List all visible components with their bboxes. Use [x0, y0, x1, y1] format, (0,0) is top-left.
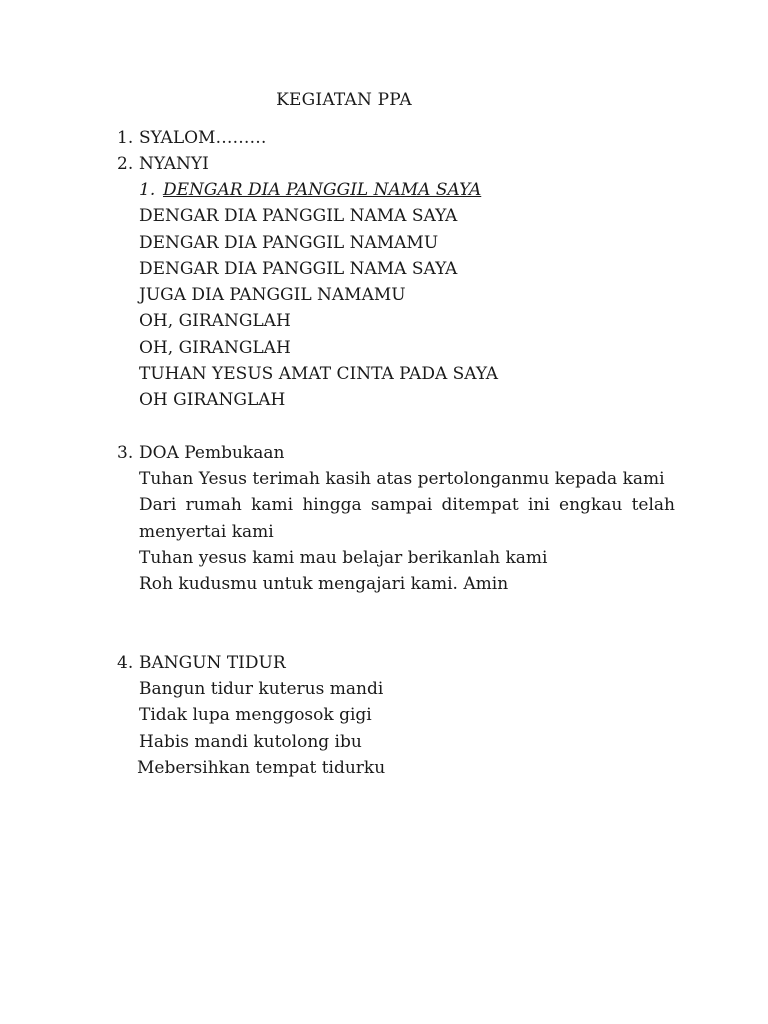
song-line: Tidak lupa menggosok gigi — [139, 705, 372, 726]
item-number: 1. — [117, 128, 134, 148]
song-line: OH, GIRANGLAH — [139, 311, 291, 332]
item-heading: BANGUN TIDUR — [139, 653, 286, 673]
song-line: Mebersihkan tempat tidurku — [137, 757, 386, 778]
song-title: DENGAR DIA PANGGIL NAMA SAYA — [163, 180, 482, 200]
item-number: 2. — [117, 154, 134, 174]
prayer-paragraph: Dari rumah kami hingga sampai ditempat ini engkau telah menyertai kami — [139, 495, 675, 542]
song-title-line — [139, 177, 675, 203]
song-line: DENGAR DIA PANGGIL NAMA SAYA — [139, 258, 458, 279]
item-number: 4. — [117, 653, 134, 673]
item-heading: DOA Pembukaan — [139, 443, 285, 463]
song-line: DENGAR DIA PANGGIL NAMAMU — [139, 232, 439, 253]
song-block — [139, 177, 675, 414]
song-line: JUGA DIA PANGGIL NAMAMU — [139, 285, 406, 306]
song-number: 1. — [139, 180, 156, 200]
prayer-block — [139, 466, 675, 597]
song-line: OH, GIRANGLAH — [139, 337, 291, 358]
prayer-paragraph: Tuhan yesus kami mau belajar berikanlah kami — [139, 547, 548, 568]
item-heading: NYANYI — [139, 154, 209, 174]
song-line: Bangun tidur kuterus mandi — [139, 679, 384, 699]
prayer-paragraph: Roh kudusmu untuk mengajari kami. Amin — [139, 574, 509, 595]
item-heading: SYALOM……… — [139, 128, 267, 148]
item-number: 3. — [117, 443, 134, 463]
song-line: Habis mandi kutolong ibu — [139, 731, 362, 752]
document-title: KEGIATAN PPA — [276, 90, 412, 110]
song-line: DENGAR DIA PANGGIL NAMA SAYA — [139, 206, 458, 227]
prayer-paragraph: Tuhan Yesus terimah kasih atas pertolonganmu kepada kami — [139, 469, 665, 489]
song-line: TUHAN YESUS AMAT CINTA PADA SAYA — [139, 364, 499, 385]
song-line: OH GIRANGLAH — [139, 390, 286, 411]
song-block — [139, 676, 675, 781]
